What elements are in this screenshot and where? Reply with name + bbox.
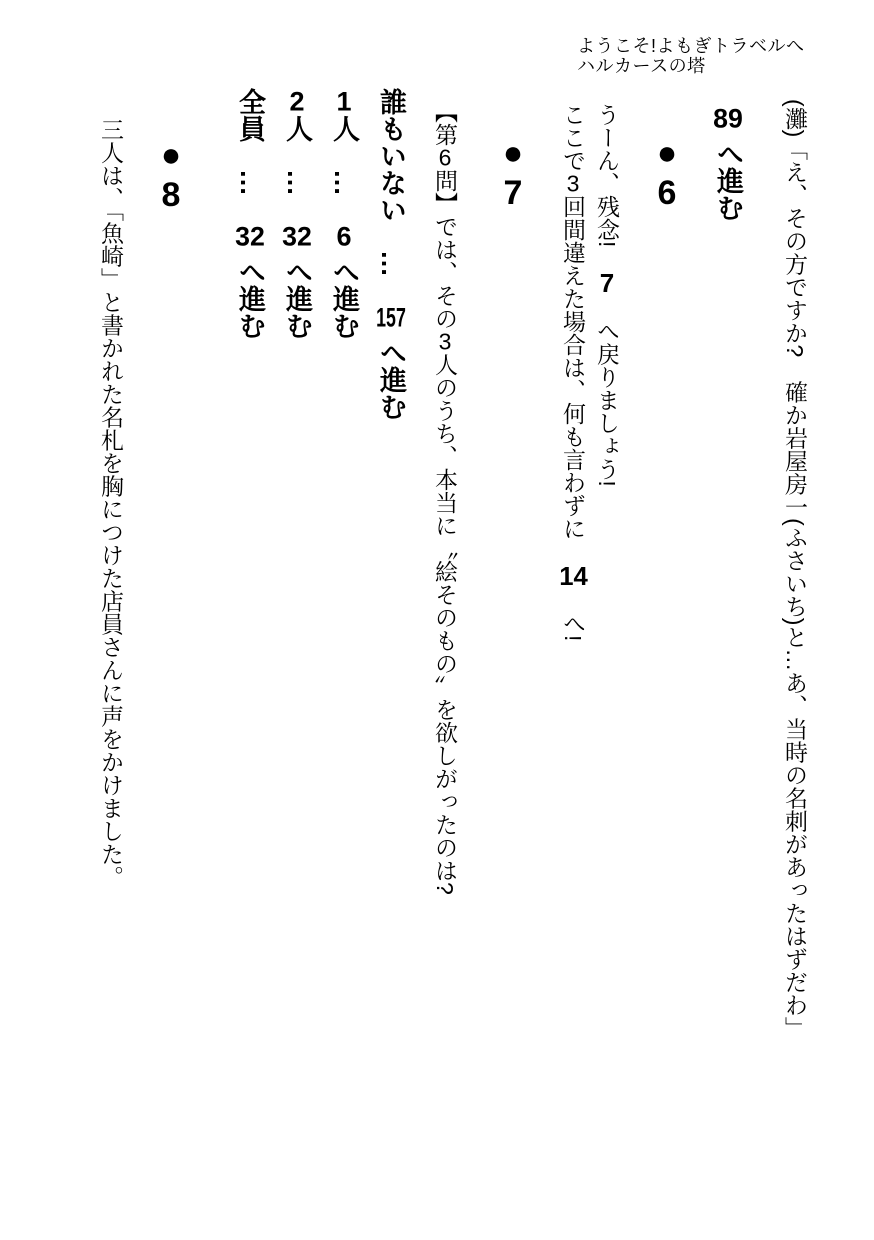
page-ref-7: 7 — [599, 270, 615, 297]
header-title-line2: ハルカースの塔 — [577, 56, 706, 76]
question-6-options — [236, 88, 404, 420]
option-action: へ進む — [376, 339, 406, 420]
section-bullet-icon: ● — [648, 134, 686, 172]
nada-dialogue-text: (灘)「え、その方ですか? 確か岩屋房一(ふさいち)と…あ、当時の名刺があったはずだわ」 — [782, 99, 808, 1040]
nada-dialogue-column — [778, 99, 813, 1039]
section-8-heading — [154, 136, 188, 212]
goto-89-instruction — [709, 105, 748, 221]
section-bullet-icon: ● — [494, 134, 532, 172]
section-6-line1-text-a: うーん、残念! — [594, 103, 620, 271]
option-label: 全員 — [235, 88, 265, 142]
option-page-ref-32: 32 — [282, 223, 312, 250]
option-label: 誰もいない — [376, 88, 406, 223]
question-6-bracket-open: 【第 — [432, 100, 458, 146]
option-ellipsis: … — [329, 142, 359, 223]
page-ref-14: 14 — [559, 563, 588, 589]
section-6-heading — [650, 134, 684, 210]
option-row — [236, 88, 263, 420]
option-label-num: 1 — [336, 88, 352, 115]
question-6-text-mid: 問】では、その — [432, 169, 458, 330]
option-page-ref-6: 6 — [336, 223, 352, 250]
question-6-number: 6 — [438, 146, 452, 169]
option-row — [283, 88, 310, 420]
option-action: へ進む — [329, 258, 359, 339]
page-header — [577, 36, 805, 76]
option-row — [330, 88, 357, 420]
option-ellipsis: … — [376, 223, 406, 304]
mistake-count-3: 3 — [566, 172, 580, 195]
question-6-text-post: 人のうち、本当に〝絵そのもの〟を欲しがったのは? — [432, 353, 458, 895]
section-6-line1-text-b: へ戻りましょう! — [594, 296, 620, 487]
people-count-3: 3 — [438, 330, 452, 353]
option-page-ref-32: 32 — [235, 223, 265, 250]
option-ellipsis: … — [235, 142, 265, 223]
option-label-num: 2 — [289, 88, 305, 115]
option-action: へ進む — [235, 258, 265, 339]
option-ellipsis: … — [282, 142, 312, 223]
goto-89-action: へ進む — [713, 140, 743, 221]
header-title-line1: ようこそ!よもぎトラベルへ — [577, 36, 805, 56]
option-label: 人 — [329, 115, 359, 142]
section-7-number: 7 — [503, 176, 523, 210]
section-8-number: 8 — [161, 178, 181, 212]
section-bullet-icon: ● — [152, 136, 190, 174]
section-8-body-text: 三人は、「魚崎」と書かれた名札を胸につけた店員さんに声をかけました。 — [98, 118, 124, 889]
page-ref-89: 89 — [713, 105, 743, 132]
question-6-text — [428, 100, 463, 895]
section-6-number: 6 — [657, 176, 677, 210]
section-6-body-line2 — [556, 103, 590, 641]
section-6-line2-text-b: 回間違えた場合は、何も言わずに — [560, 195, 586, 563]
section-6-line2-text-a: ここで — [560, 103, 586, 172]
option-row — [377, 88, 404, 420]
option-action: へ進む — [282, 258, 312, 339]
section-7-heading — [496, 134, 530, 210]
option-label: 人 — [282, 115, 312, 142]
section-6-body-line1 — [590, 103, 624, 641]
section-8-body — [94, 118, 129, 889]
option-page-ref-157: 157 — [376, 304, 406, 331]
section-6-body — [556, 103, 624, 641]
section-6-line2-text-c: へ! — [560, 589, 586, 642]
